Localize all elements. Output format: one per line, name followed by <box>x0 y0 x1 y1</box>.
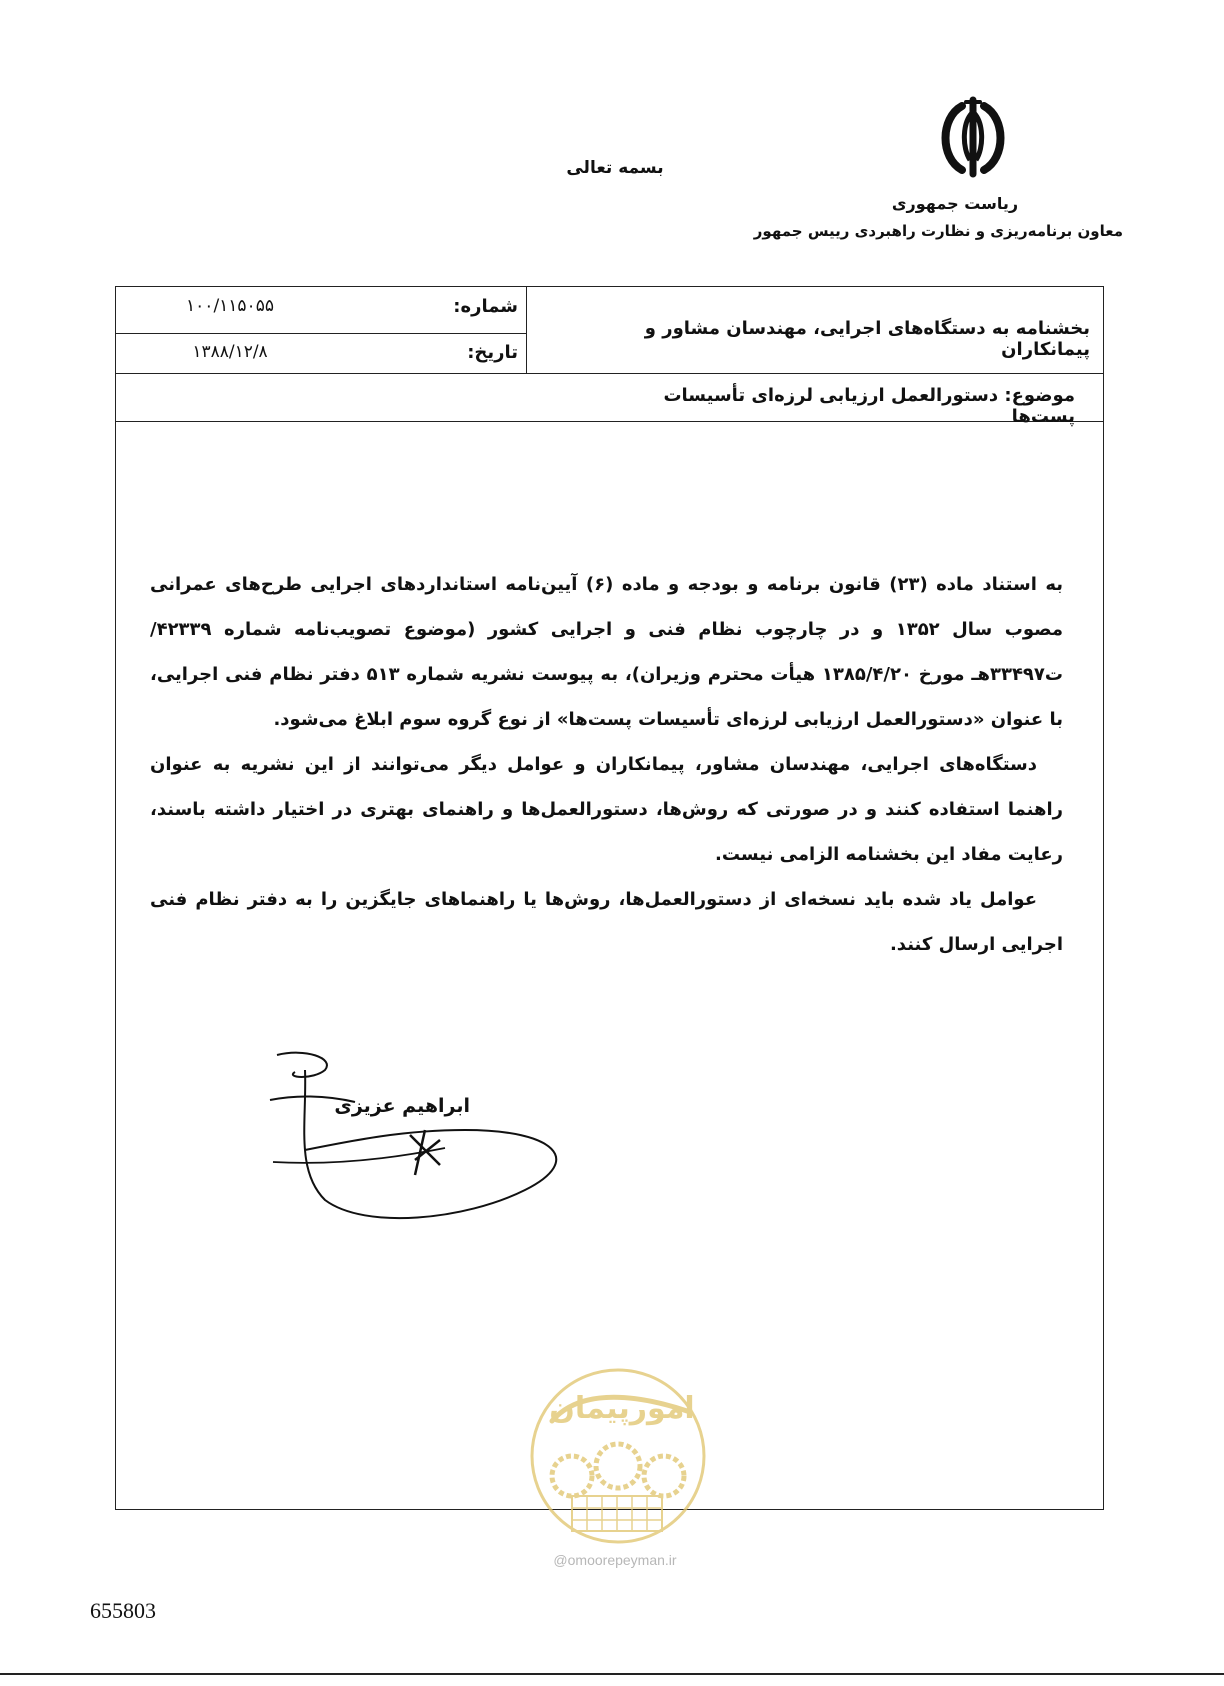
body-paragraph-3: عوامل یاد شده باید نسخه‌ای از دستورالعمل‌ها، روش‌ها یا راهنماهای جایگزین را به دفتر نظام فنی اجرایی ارسال کنند. <box>150 889 1063 955</box>
organization-subtitle: معاون برنامه‌ریزی و نظارت راهبردی رییس جمهور <box>753 222 1123 240</box>
iran-emblem-icon <box>932 96 1014 180</box>
watermark-seal-icon <box>512 1366 724 1546</box>
body-paragraph-2: دستگاه‌های اجرایی، مهندسان مشاور، پیمانکاران و عوامل دیگر می‌توانند از این نشریه به عنوان راهنما استفاده کنند و در صورتی که روش‌ها، دستورالعمل‌ها و راهنمای بهتری در اختیار داشته باسند، رعایت مفاد این بخشنامه الزامی نیست. <box>150 754 1063 865</box>
header-divider <box>116 373 1103 374</box>
document-number: 655803 <box>90 1598 156 1623</box>
signer-name: ابراهیم عزیزی <box>334 1095 470 1117</box>
body-paragraph-1-tail: » از نوع گروه سوم ابلاغ می‌شود. <box>273 709 569 730</box>
subject-line: موضوع: دستورالعمل ارزیابی لرزه‌ای تأسیسات پست‌ها <box>663 385 1075 427</box>
basmala: بسمه تعالی <box>566 158 664 178</box>
seal-text: امورپیمان <box>549 1391 695 1426</box>
meta-divider <box>116 333 527 334</box>
organization-name: ریاست جمهوری <box>891 194 1019 213</box>
body-paragraph-1-text: به استناد ماده (۲۳) قانون برنامه و بودجه و ماده (۶) آیین‌نامه استانداردهای اجرایی طرح‌های عمرانی مصوب سال ۱۳۵۲ و در چارچوب نظام فنی و اجرایی کشور (موضوع تصویب‌نامه شماره ۴۲۳۳۹/ت۳۳۴۹۷هـ مورخ ۱۳۸۵/۴/۲۰ هیأت محترم وزیران)، به پیوست نشریه شماره ۵۱۳ دفتر نظام فنی اجرایی، با عنوان « <box>150 574 1064 730</box>
recipients: بخشنامه به دستگاه‌های اجرایی، مهندسان مشاور و پیمانکاران <box>644 318 1090 360</box>
letter-date-label: تاریخ: <box>467 342 518 363</box>
watermark-website: @omoorepeyman.ir <box>553 1552 677 1568</box>
bottom-rule <box>0 1673 1224 1675</box>
letter-number-value: ۱۰۰/۱۱۵۰۵۵ <box>186 296 274 316</box>
letter-date-value: ۱۳۸۸/۱۲/۸ <box>192 342 268 362</box>
letter-number-label: شماره: <box>453 296 518 317</box>
publication-title: دستورالعمل ارزیابی لرزه‌ای تأسیسات پست‌ها <box>568 709 973 730</box>
body-paragraph-1 <box>150 562 1063 742</box>
letter-body <box>150 562 1063 967</box>
meta-column-divider <box>526 287 527 373</box>
handwritten-signature <box>265 1040 595 1230</box>
